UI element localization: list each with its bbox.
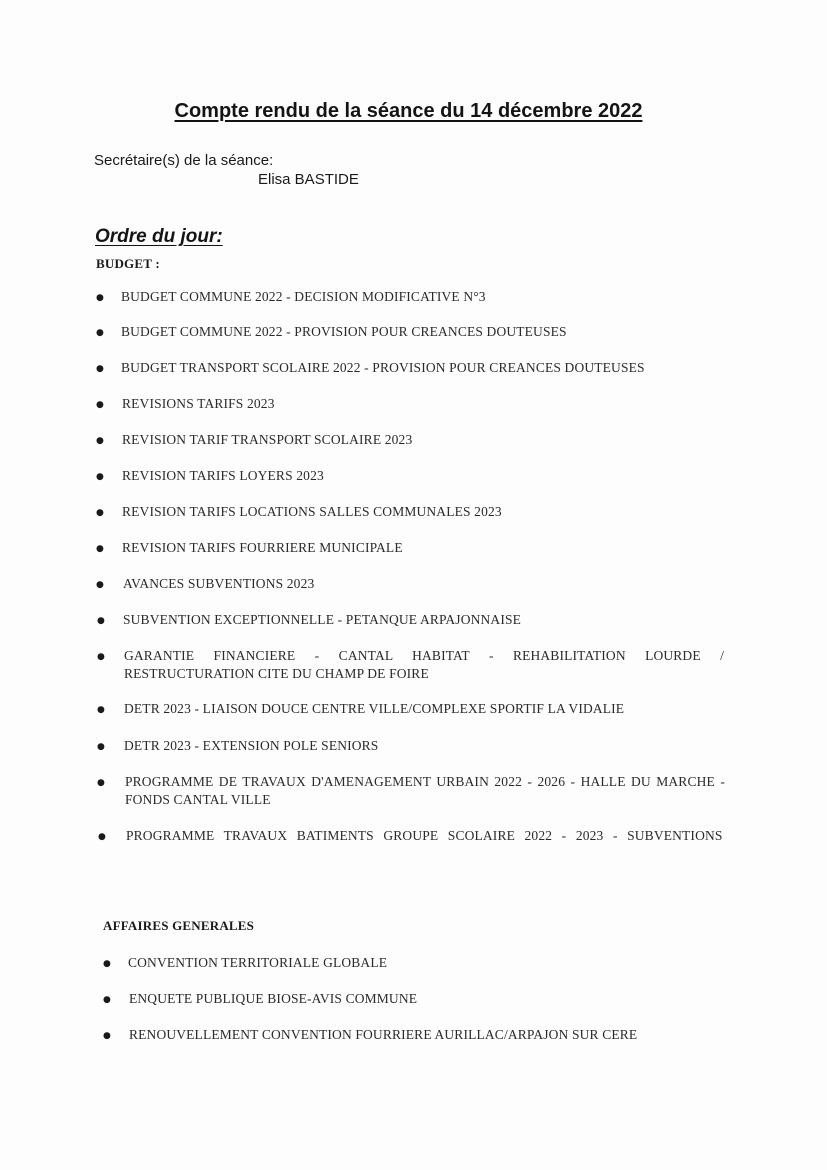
bullet-icon: ● [96,400,104,410]
affaires-heading: AFFAIRES GENERALES [103,918,255,933]
secretary-label: Secrétaire(s) de la séance: [94,152,274,169]
affaires-item: RENOUVELLEMENT CONVENTION FOURRIERE AURILLAC/ARPAJON SUR CERE [129,1027,638,1042]
bullet-icon: ● [96,436,104,446]
budget-item: BUDGET TRANSPORT SCOLAIRE 2022 - PROVISION POUR CREANCES DOUTEUSES [121,360,645,375]
bullet-icon: ● [96,364,104,374]
bullet-icon: ● [96,508,104,518]
bullet-icon: ● [97,652,105,662]
bullet-icon: ● [97,705,105,715]
budget-item: DETR 2023 - EXTENSION POLE SENIORS [124,738,379,753]
bullet-icon: ● [97,742,105,752]
bullet-icon: ● [97,616,105,626]
bullet-icon: ● [103,1031,111,1041]
budget-heading: BUDGET : [96,256,160,271]
budget-item: BUDGET COMMUNE 2022 - PROVISION POUR CREANCES DOUTEUSES [121,324,567,339]
budget-item: AVANCES SUBVENTIONS 2023 [123,576,315,591]
budget-item: PROGRAMME DE TRAVAUX D'AMENAGEMENT URBAIN 2022 - 2026 - HALLE DU MARCHE - FONDS CANTAL VILLE [125,774,725,807]
affaires-item: ENQUETE PUBLIQUE BIOSE-AVIS COMMUNE [129,991,418,1006]
page-title: Compte rendu de la séance du 14 décembre 2022 [174,100,643,122]
secretary-name: Elisa BASTIDE [258,171,359,188]
bullet-icon: ● [96,293,104,303]
bullet-icon: ● [96,580,104,590]
bullet-icon: ● [103,995,111,1005]
budget-item: REVISIONS TARIFS 2023 [122,396,275,411]
bullet-icon: ● [96,472,104,482]
budget-item: DETR 2023 - LIAISON DOUCE CENTRE VILLE/COMPLEXE SPORTIF LA VIDALIE [124,701,625,716]
bullet-icon: ● [96,544,104,554]
affaires-item: CONVENTION TERRITORIALE GLOBALE [128,955,388,970]
bullet-icon: ● [98,832,106,842]
budget-item: SUBVENTION EXCEPTIONNELLE - PETANQUE ARPAJONNAISE [123,612,522,627]
budget-item: REVISION TARIF TRANSPORT SCOLAIRE 2023 [122,432,413,447]
budget-item: REVISION TARIFS LOCATIONS SALLES COMMUNALES 2023 [122,504,502,519]
budget-item: REVISION TARIFS LOYERS 2023 [122,468,324,483]
budget-item: PROGRAMME TRAVAUX BATIMENTS GROUPE SCOLAIRE 2022 - 2023 - SUBVENTIONS [126,828,723,843]
agenda-heading: Ordre du jour: [95,226,223,247]
bullet-icon: ● [97,778,105,788]
budget-item: GARANTIE FINANCIERE - CANTAL HABITAT - REHABILITATION LOURDE / RESTRUCTURATION CITE DU CHAMP DE FOIRE [124,648,724,681]
budget-item: REVISION TARIFS FOURRIERE MUNICIPALE [122,540,403,555]
bullet-icon: ● [96,328,104,338]
bullet-icon: ● [103,959,111,969]
budget-item: BUDGET COMMUNE 2022 - DECISION MODIFICATIVE N°3 [121,289,486,304]
